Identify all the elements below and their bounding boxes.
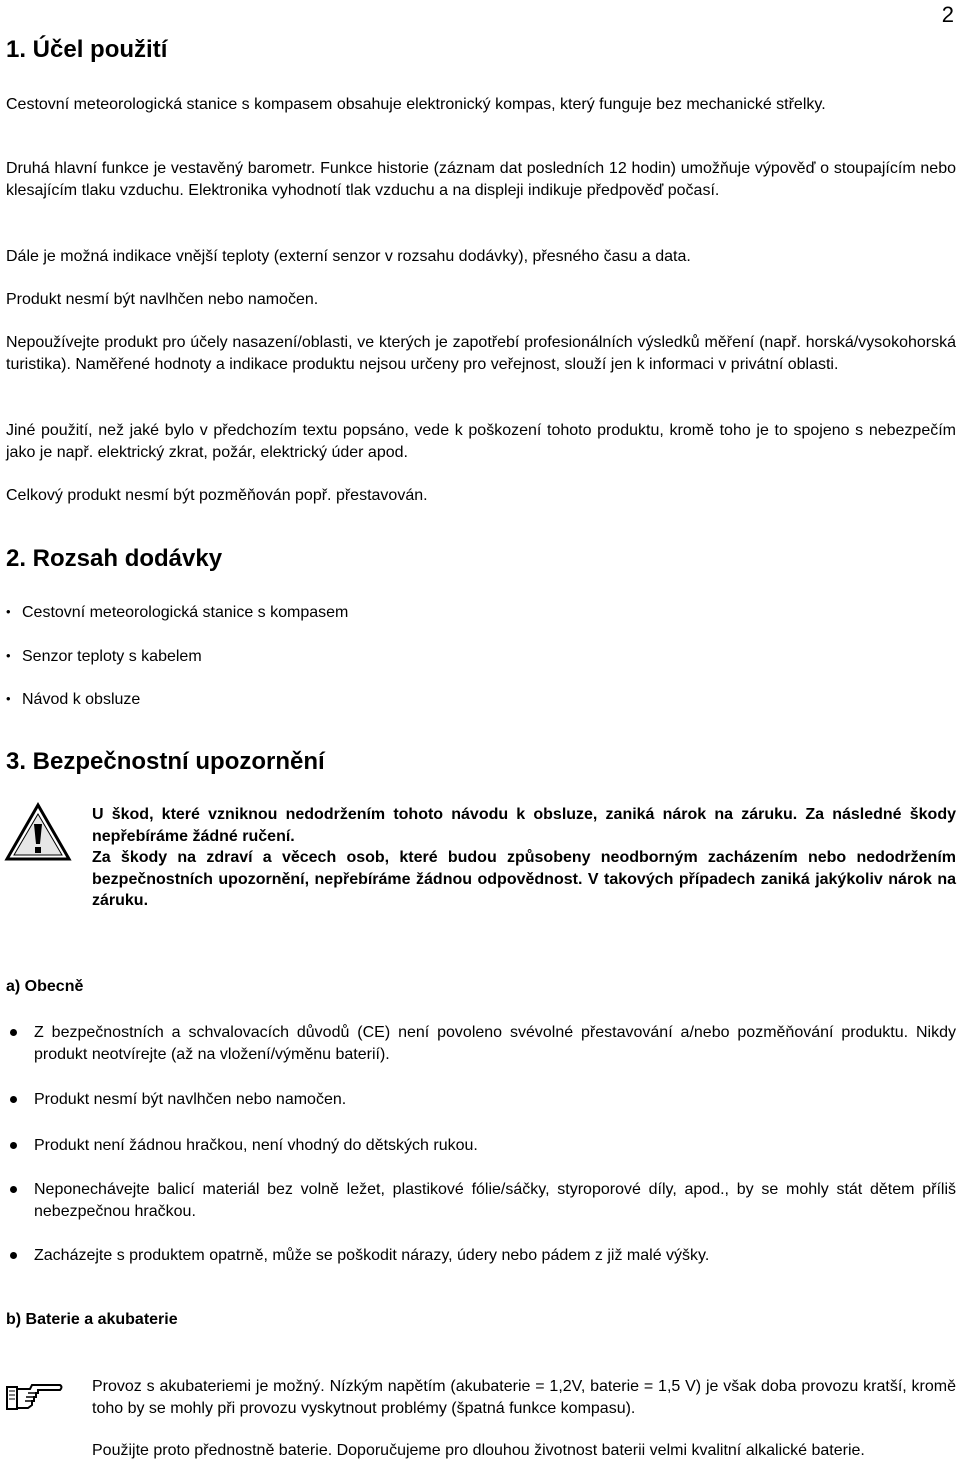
bullet-icon: • [6, 648, 11, 663]
warning-triangle-icon [4, 802, 72, 862]
list-item-label: Senzor teploty s kabelem [22, 648, 202, 665]
bullet-icon: • [6, 691, 11, 706]
paragraph-no-modification: Celkový produkt nesmí být pozměňován popř. přestavován. [6, 487, 428, 504]
page-number: 2 [941, 2, 954, 27]
paragraph-purpose-compass: Cestovní meteorologická stanice s kompasem obsahuje elektronický kompas, který funguje bez mechanické střelky. [6, 96, 826, 113]
paragraph-barometer: Druhá hlavní funkce je vestavěný barometr. Funkce historie (záznam dat posledních 12 hodin) umožňuje výpověď o stoupajícím nebo klesajícím tlaku vzduchu. Elektronika vyhodnotí tlak vzduchu a na displeji indikuje předpověď počasí. [6, 160, 956, 199]
section-1-heading: 1. Účel použití [6, 36, 168, 63]
bullet-dot-icon [10, 1252, 17, 1259]
warning-text-damages: Za škody na zdraví a věcech osob, které budou způsobeny neodborným zacházením nebo nedodržením bezpečnostních upozornění, nepřebíráme žádnou odpovědnost. V takových případech zaniká jakýkoliv nárok na záruku. [92, 849, 956, 909]
bullet-dot-icon [10, 1096, 17, 1103]
paragraph-other-use: Jiné použití, než jaké bylo v předchozím textu popsáno, vede k poškození tohoto produktu, kromě toho je to spojeno s nebezpečím jako je např. elektrický zkrat, požár, elektrický úder apod. [6, 422, 956, 461]
bullet-dot-icon [10, 1142, 17, 1149]
subsection-a-heading: a) Obecně [6, 978, 84, 995]
paragraph-moisture: Produkt nesmí být navlhčen nebo namočen. [6, 291, 319, 308]
list-item-label: Cestovní meteorologická stanice s kompasem [22, 604, 349, 621]
bullet-dot-icon [10, 1029, 17, 1036]
battery-note-alkaline: Použijte proto přednostně baterie. Doporučujeme pro dlouhou životnost baterii velmi kvalitní alkalické baterie. [92, 1442, 865, 1459]
list-item: Z bezpečnostních a schvalovacích důvodů (CE) není povoleno svévolné přestavování a/nebo pozměňování produktu. Nikdy produkt neotvírejte (až na vložení/výměnu baterií). [34, 1024, 956, 1063]
battery-note-rechargeable: Provoz s akubateriemi je možný. Nízkým napětím (akubaterie = 1,2V, baterie = 1,5 V) je však doba provozu kratší, kromě toho by se mohly při provozu vyskytnout problémy (špatná funkce kompasu). [92, 1378, 956, 1417]
list-item-label: Návod k obsluze [22, 691, 141, 708]
section-3-heading: 3. Bezpečnostní upozornění [6, 748, 325, 775]
bullet-icon: • [6, 604, 11, 619]
list-item [6, 688, 140, 711]
warning-text-liability: U škod, které vzniknou nedodržením tohoto návodu k obsluze, zaniká nárok na záruku. Za následné škody nepřebíráme žádné ručení. [92, 806, 956, 845]
list-item [6, 645, 202, 668]
list-item [6, 601, 348, 624]
bullet-dot-icon [10, 1186, 17, 1193]
subsection-b-heading: b) Baterie a akubaterie [6, 1311, 178, 1328]
list-item: Produkt nesmí být navlhčen nebo namočen. [34, 1091, 347, 1108]
list-item: Produkt není žádnou hračkou, není vhodný do dětských rukou. [34, 1137, 478, 1154]
paragraph-professional-use: Nepoužívejte produkt pro účely nasazení/oblasti, ve kterých je zapotřebí profesionálních výsledků měření (např. horská/vysokohorská turistika). Naměřené hodnoty a indikace produktu nejsou určeny pro veřejnost, slouží jen k informaci v privátní oblasti. [6, 334, 956, 373]
section-2-heading: 2. Rozsah dodávky [6, 545, 223, 572]
pointing-hand-icon [6, 1379, 64, 1413]
paragraph-indication: Dále je možná indikace vnější teploty (externí senzor v rozsahu dodávky), přesného času a data. [6, 248, 691, 265]
list-item: Zacházejte s produktem opatrně, může se poškodit nárazy, údery nebo pádem z již malé výšky. [34, 1247, 710, 1264]
list-item: Neponechávejte balicí materiál bez volně ležet, plastikové fólie/sáčky, styroporové díly, apod., by se mohly stát dětem příliš nebezpečnou hračkou. [34, 1181, 956, 1220]
